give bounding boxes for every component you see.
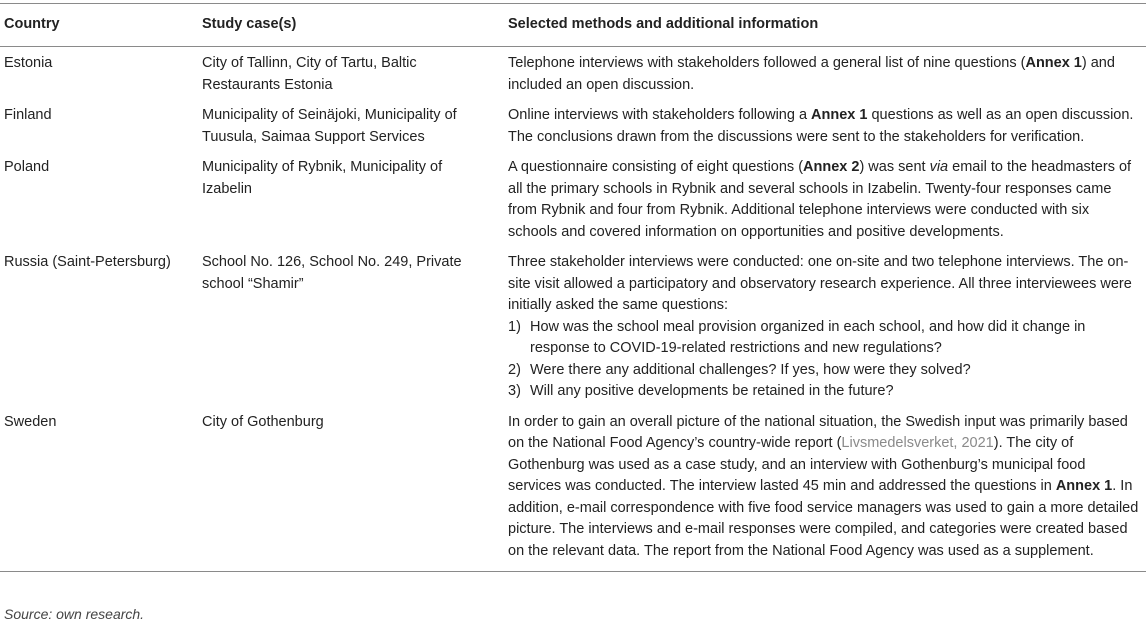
header-country: Country: [4, 16, 60, 32]
methods-text: ). The city of Gothenburg was used as a case study, and an interview with Gothenburg’s municipal food services was conducted. The interview lasted 45 min and addressed the questions in: [508, 435, 1086, 494]
table-row: [0, 47, 1146, 106]
methods-text: ) and included an open discussion.: [508, 55, 1115, 93]
annex-link: Annex 1: [811, 107, 868, 123]
question-text: Will any positive developments be retained in the future?: [530, 383, 894, 399]
methods-text: Telephone interviews with stakeholders followed a general list of nine questions (: [508, 55, 1026, 71]
annex-link: Annex 2: [803, 159, 860, 175]
methods-text: questions as well as an open discussion. The conclusions drawn from the discussions were sent to the stakeholders for verification.: [508, 107, 1134, 145]
methods-text: email to the headmasters of all the primary schools in Rybnik and several schools in Izabelin. Twenty-four responses came from Rybnik and four from Rybnik. Additional telephone interviews were conducted with six schools and covered information on opportunities and positive developments.: [508, 159, 1132, 240]
table-row: [0, 105, 1146, 157]
question-number: 2): [508, 361, 521, 378]
header-study-cases: Study case(s): [202, 16, 297, 32]
question-text: How was the school meal provision organized in each school, and how did it change in response to COVID-19-related restrictions and new regulations?: [530, 318, 1086, 356]
question-item: [508, 317, 1140, 360]
country-cell: Russia (Saint-Petersburg): [4, 254, 171, 270]
methods-text: A questionnaire consisting of eight questions (: [508, 159, 804, 175]
methods-text: . In addition, e-mail correspondence with five food service managers was used to gain a more detailed picture. The interviews and e-mail responses were compiled, and categories were created based on the relevant data. The report from the National Food Agency was used as a supplement.: [508, 478, 1139, 559]
table-body: [0, 47, 1146, 572]
study-cell: Municipality of Seinäjoki, Municipality of Tuusula, Saimaa Support Services: [202, 107, 457, 145]
methods-text: ) was sent: [859, 159, 930, 175]
methods-cell: [502, 105, 1146, 157]
methods-table: [0, 3, 1146, 572]
source-note: Source: own research.: [4, 606, 145, 622]
annex-link: Annex 1: [1025, 55, 1082, 71]
question-item: [508, 381, 1140, 403]
question-list: [508, 317, 1140, 403]
table-row: [0, 157, 1146, 252]
table-header: [0, 4, 1146, 47]
methods-cell: [502, 47, 1146, 106]
country-cell: Poland: [4, 159, 50, 175]
question-text: Were there any additional challenges? If yes, how were they solved?: [530, 361, 971, 378]
question-number: 3): [508, 383, 521, 399]
study-cell: City of Gothenburg: [202, 413, 324, 430]
question-item: [508, 360, 1140, 382]
country-cell: Sweden: [4, 413, 57, 430]
table-row: [0, 252, 1146, 412]
methods-text: In order to gain an overall picture of the national situation, the Swedish input was primarily based on the National Food Agency’s country-wide report (: [508, 413, 1128, 451]
methods-cell: [502, 157, 1146, 252]
study-cell: School No. 126, School No. 249, Private school “Shamir”: [202, 254, 462, 292]
study-cell: Municipality of Rybnik, Municipality of Izabelin: [202, 159, 443, 197]
methods-cell: [502, 412, 1146, 572]
question-number: 1): [508, 318, 521, 335]
methods-intro: Three stakeholder interviews were conducted: one on-site and two telephone interviews. The on-site visit allowed a participatory and observatory research experience. All three interviewees were initially asked the same questions:: [508, 254, 1132, 313]
methods-italic: via: [929, 159, 949, 175]
header-methods: Selected methods and additional information: [508, 16, 819, 32]
citation-link[interactable]: Livsmedelsverket, 2021: [841, 435, 994, 451]
header-row: [0, 4, 1146, 47]
study-cell: City of Tallinn, City of Tartu, Baltic Restaurants Estonia: [202, 55, 417, 93]
table-row: [0, 412, 1146, 572]
country-cell: Finland: [4, 107, 52, 123]
annex-link: Annex 1: [1055, 478, 1113, 494]
methods-text: Online interviews with stakeholders following a: [508, 107, 812, 123]
country-cell: Estonia: [4, 55, 53, 71]
methods-cell: [502, 252, 1146, 412]
